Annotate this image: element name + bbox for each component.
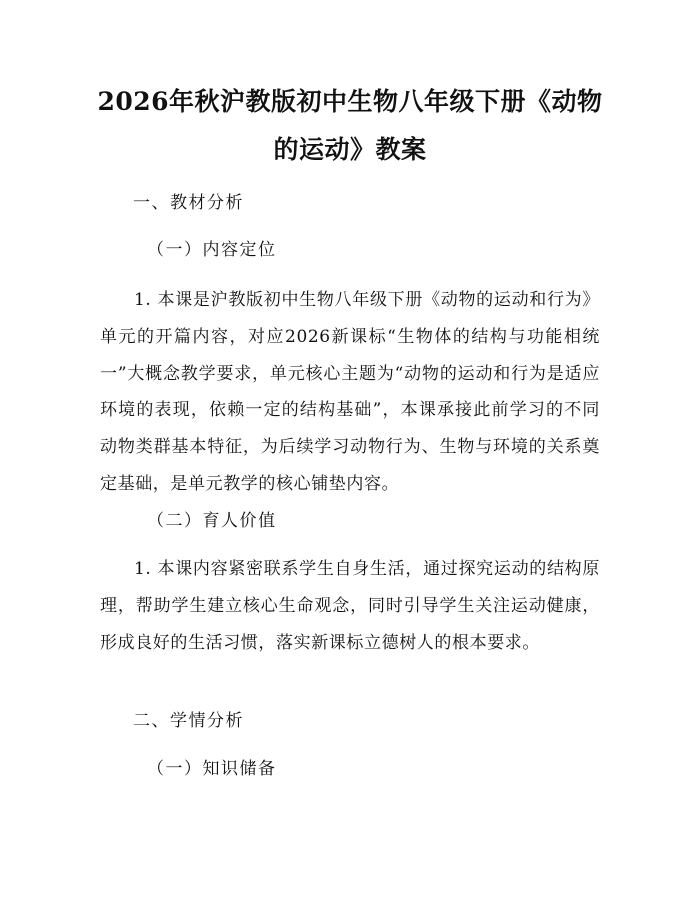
section-heading-learner-analysis: 二、学情分析 [133, 711, 244, 731]
subsection-heading-knowledge-reserve: （一）知识储备 [147, 759, 277, 779]
subsection-heading-educational-value: （二）育人价值 [147, 511, 277, 531]
document-title-line-2: 的运动》教案 [273, 135, 427, 164]
paragraph-educational-value: 1. 本课内容紧密联系学生自身生活，通过探究运动的结构原理，帮助学生建立核心生命观念，同时引导学生关注运动健康，形成良好的生活习惯，落实新课标立德树人的根本要求。 [100, 559, 600, 653]
subsection-heading-content-positioning: （一）内容定位 [147, 240, 277, 260]
document-title-line-1: 2026年秋沪教版初中生物八年级下册《动物 [97, 87, 603, 116]
paragraph-content-positioning: 1. 本课是沪教版初中生物八年级下册《动物的运动和行为》单元的开篇内容，对应2026新课标“生物体的结构与功能相统一”大概念教学要求，单元核心主题为“动物的运动和行为是适应环境的表现，依赖一定的结构基础”，本课承接此前学习的不同动物类群基本特征，为后续学习动物行为、生物与环境的关系奠定基础，是单元教学的核心铺垫内容。 [100, 290, 600, 494]
section-heading-teaching-material-analysis: 一、教材分析 [133, 193, 244, 213]
